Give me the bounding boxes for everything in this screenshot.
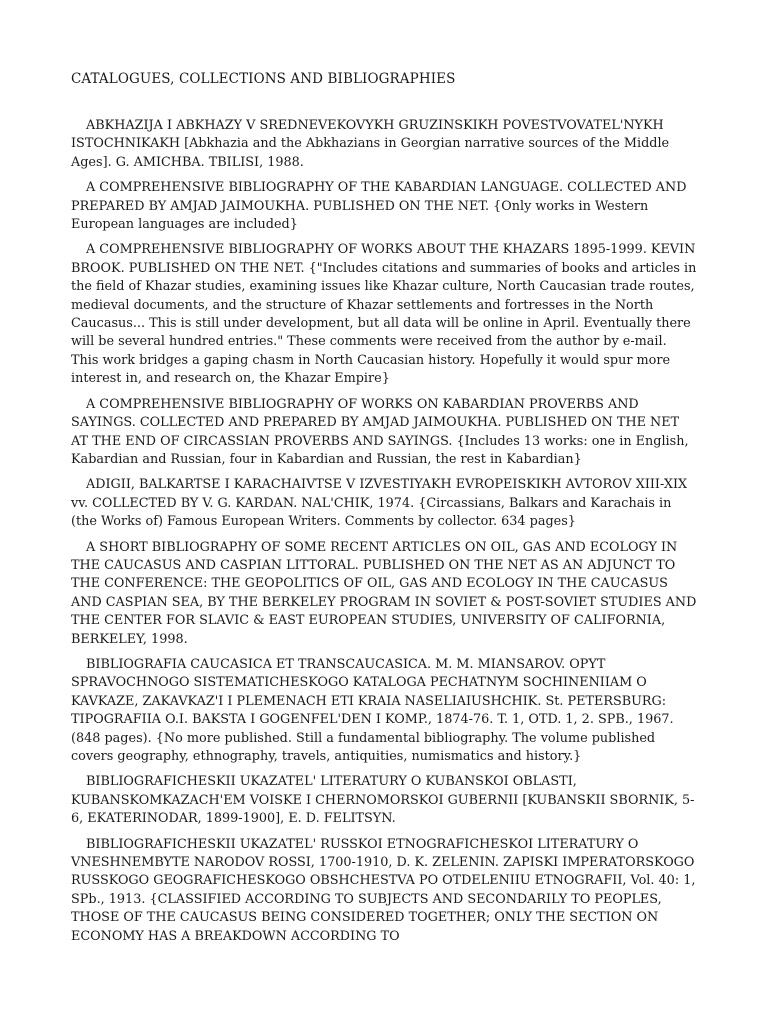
bibliography-entry: A SHORT BIBLIOGRAPHY OF SOME RECENT ARTICLES ON OIL, GAS AND ECOLOGY IN THE CAUCASUS AND CASPIAN LITTORAL. PUBLISHED ON THE NET AS AN ADJUNCT TO THE CONFERENCE: THE GEOPOLITICS OF OIL, GAS AND ECOLOGY IN THE CAUCASUS AND CASPIAN SEA, BY THE BERKELEY PROGRAM IN SOVIET & POST-SOVIET STUDIES AND THE CENTER FOR SLAVIC & EAST EUROPEAN STUDIES, UNIVERSITY OF CALIFORNIA, BERKELEY, 1998.: [71, 539, 697, 647]
bibliography-entry: ADIGII, BALKARTSE I KARACHAIVTSE V IZVESTIYAKH EVROPEISKIKH AVTOROV XIII-XIX vv. COLLECTED BY V. G. KARDAN. NAL'CHIK, 1974. {Circassians, Balkars and Karachais in (the Works of) Famous European Writers. Comments by collector. 634 pages}: [71, 477, 688, 530]
bibliography-entry: BIBLIOGRAFICHESKII UKAZATEL' RUSSKOI ETNOGRAFICHESKOI LITERATURY O VNESHNEMBYTE NARODOV ROSSI, 1700-1910, D. K. ZELENIN. ZAPISKI IMPERATORSKOGO RUSSKOGO GEOGRAFICHESKOGO OBSHCHESTVA PO OTDELENIIU ETNOGRAFII, Vol. 40: 1, SPb., 1913. {CLASSIFIED ACCORDING TO SUBJECTS AND SECONDARILY TO PEOPLES, THOSE OF THE CAUCASUS BEING CONSIDERED TOGETHER; ONLY THE SECTION ON ECONOMY HAS A BREAKDOWN ACCORDING TO: [71, 836, 696, 944]
bibliography-entry: BIBLIOGRAFIA CAUCASICA ET TRANSCAUCASICA. M. M. MIANSAROV. OPYT SPRAVOCHNOGO SISTEMATICHESKOGO KATALOGA PECHATNYM SOCHINENIIAM O KAVKAZE, ZAKAVKAZ'I I PLEMENACH ETI KRAIA NASELIAIUSHCHIK. St. PETERSBURG: TIPOGRAFIIA O.I. BAKSTA I GOGENFEL'DEN I KOMP., 1874-76. T. 1, OTD. 1, 2. SPB., 1967. (848 pages). {No more published. Still a fundamental bibliography. The volume published covers geography, ethnography, travels, antiquities, numismatics and history.}: [71, 656, 674, 764]
bibliography-entry: ABKHAZIJA I ABKHAZY V SREDNEVEKOVYKH GRUZINSKIKH POVESTVOVATEL'NYKH ISTOCHNIKAKH [Abkhazia and the Abkhazians in Georgian narrative sources of the Middle Ages]. G. AMICHBA. TBILISI, 1988.: [71, 118, 670, 170]
document-page: [71, 70, 697, 953]
bibliography-entry: A COMPREHENSIVE BIBLIOGRAPHY OF THE KABARDIAN LANGUAGE. COLLECTED AND PREPARED BY AMJAD JAIMOUKHA. PUBLISHED ON THE NET. {Only works in Western European languages are included}: [71, 180, 687, 233]
bibliography-entry: BIBLIOGRAFICHESKII UKAZATEL' LITERATURY O KUBANSKOI OBLASTI, KUBANSKOMKAZACH'EM VOISKE I CHERNOMORSKOI GUBERNII [KUBANSKII SBORNIK, 5-6, EKATERINODAR, 1899-1900], E. D. FELITSYN.: [71, 774, 695, 827]
bibliography-entry: A COMPREHENSIVE BIBLIOGRAPHY OF WORKS ABOUT THE KHAZARS 1895-1999. KEVIN BROOK. PUBLISHED ON THE NET. {"Includes citations and summaries of books and articles in the field of Khazar studies, examining issues like Khazar culture, North Caucasian trade routes, medieval documents, and the structure of Khazar settlements and fortresses in the North Caucasus... This is still under development, but all data will be online in April. Eventually there will be several hundred entries." These comments were received from the author by e-mail. This work bridges a gaping chasm in North Caucasian history. Hopefully it would spur more interest in, and research on, the Khazar Empire}: [71, 242, 697, 387]
section-heading: CATALOGUES, COLLECTIONS AND BIBLIOGRAPHIES: [71, 71, 456, 87]
bibliography-entry: A COMPREHENSIVE BIBLIOGRAPHY OF WORKS ON KABARDIAN PROVERBS AND SAYINGS. COLLECTED AND PREPARED BY AMJAD JAIMOUKHA. PUBLISHED ON THE NET AT THE END OF CIRCASSIAN PROVERBS AND SAYINGS. {Includes 13 works: one in English, Kabardian and Russian, four in Kabardian and Russian, the rest in Kabardian}: [71, 396, 689, 467]
